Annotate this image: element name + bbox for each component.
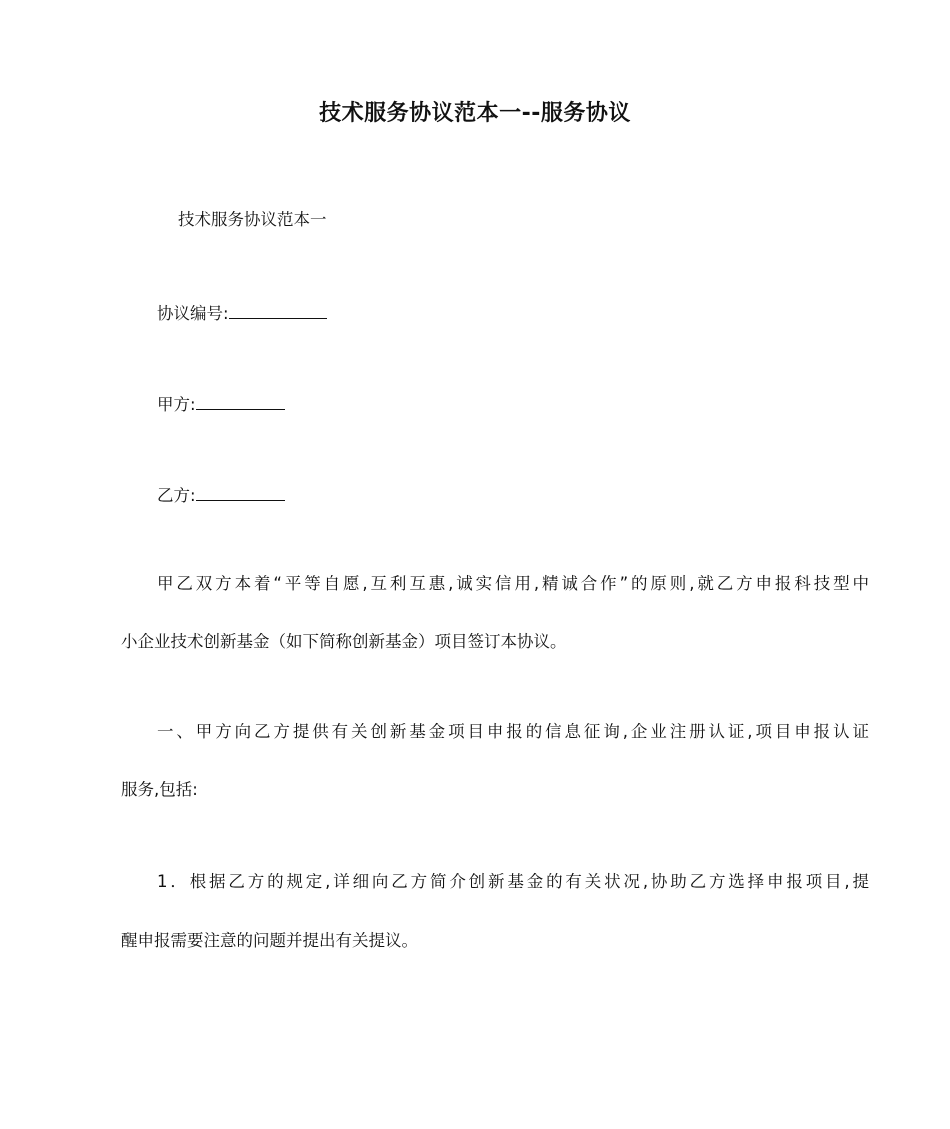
party-a-field [121, 390, 869, 418]
agreement-number-blank [229, 299, 327, 319]
party-a-blank [196, 390, 285, 410]
document-subtitle [121, 207, 833, 233]
party-b-field [121, 481, 869, 509]
party-b-blank [196, 481, 285, 501]
intro-paragraph-line-2: 小企业技术创新基金（如下简称创新基金）项目签订本协议。 [121, 632, 567, 651]
section-1-line-1: 一、甲方向乙方提供有关创新基金项目申报的信息征询,企业注册认证,项目申报认证 [157, 722, 869, 741]
party-a-label: 甲方: [157, 395, 196, 414]
item-1-line-2: 醒申报需要注意的问题并提出有关提议。 [121, 931, 418, 950]
agreement-number-label: 协议编号: [157, 304, 229, 323]
document-title: 技术服务协议范本一--服务协议 [319, 101, 631, 126]
item-1-line-1: 1．根据乙方的规定,详细向乙方简介创新基金的有关状况,协助乙方选择申报项目,提 [157, 872, 869, 891]
section-1-line-2: 服务,包括: [121, 780, 198, 799]
intro-paragraph-line-1: 甲乙双方本着“平等自愿,互利互惠,诚实信用,精诚合作”的原则,就乙方申报科技型中 [157, 574, 869, 593]
agreement-number-field [121, 299, 869, 327]
party-b-label: 乙方: [157, 486, 196, 505]
subtitle-text: 技术服务协议范本一 [178, 210, 327, 229]
